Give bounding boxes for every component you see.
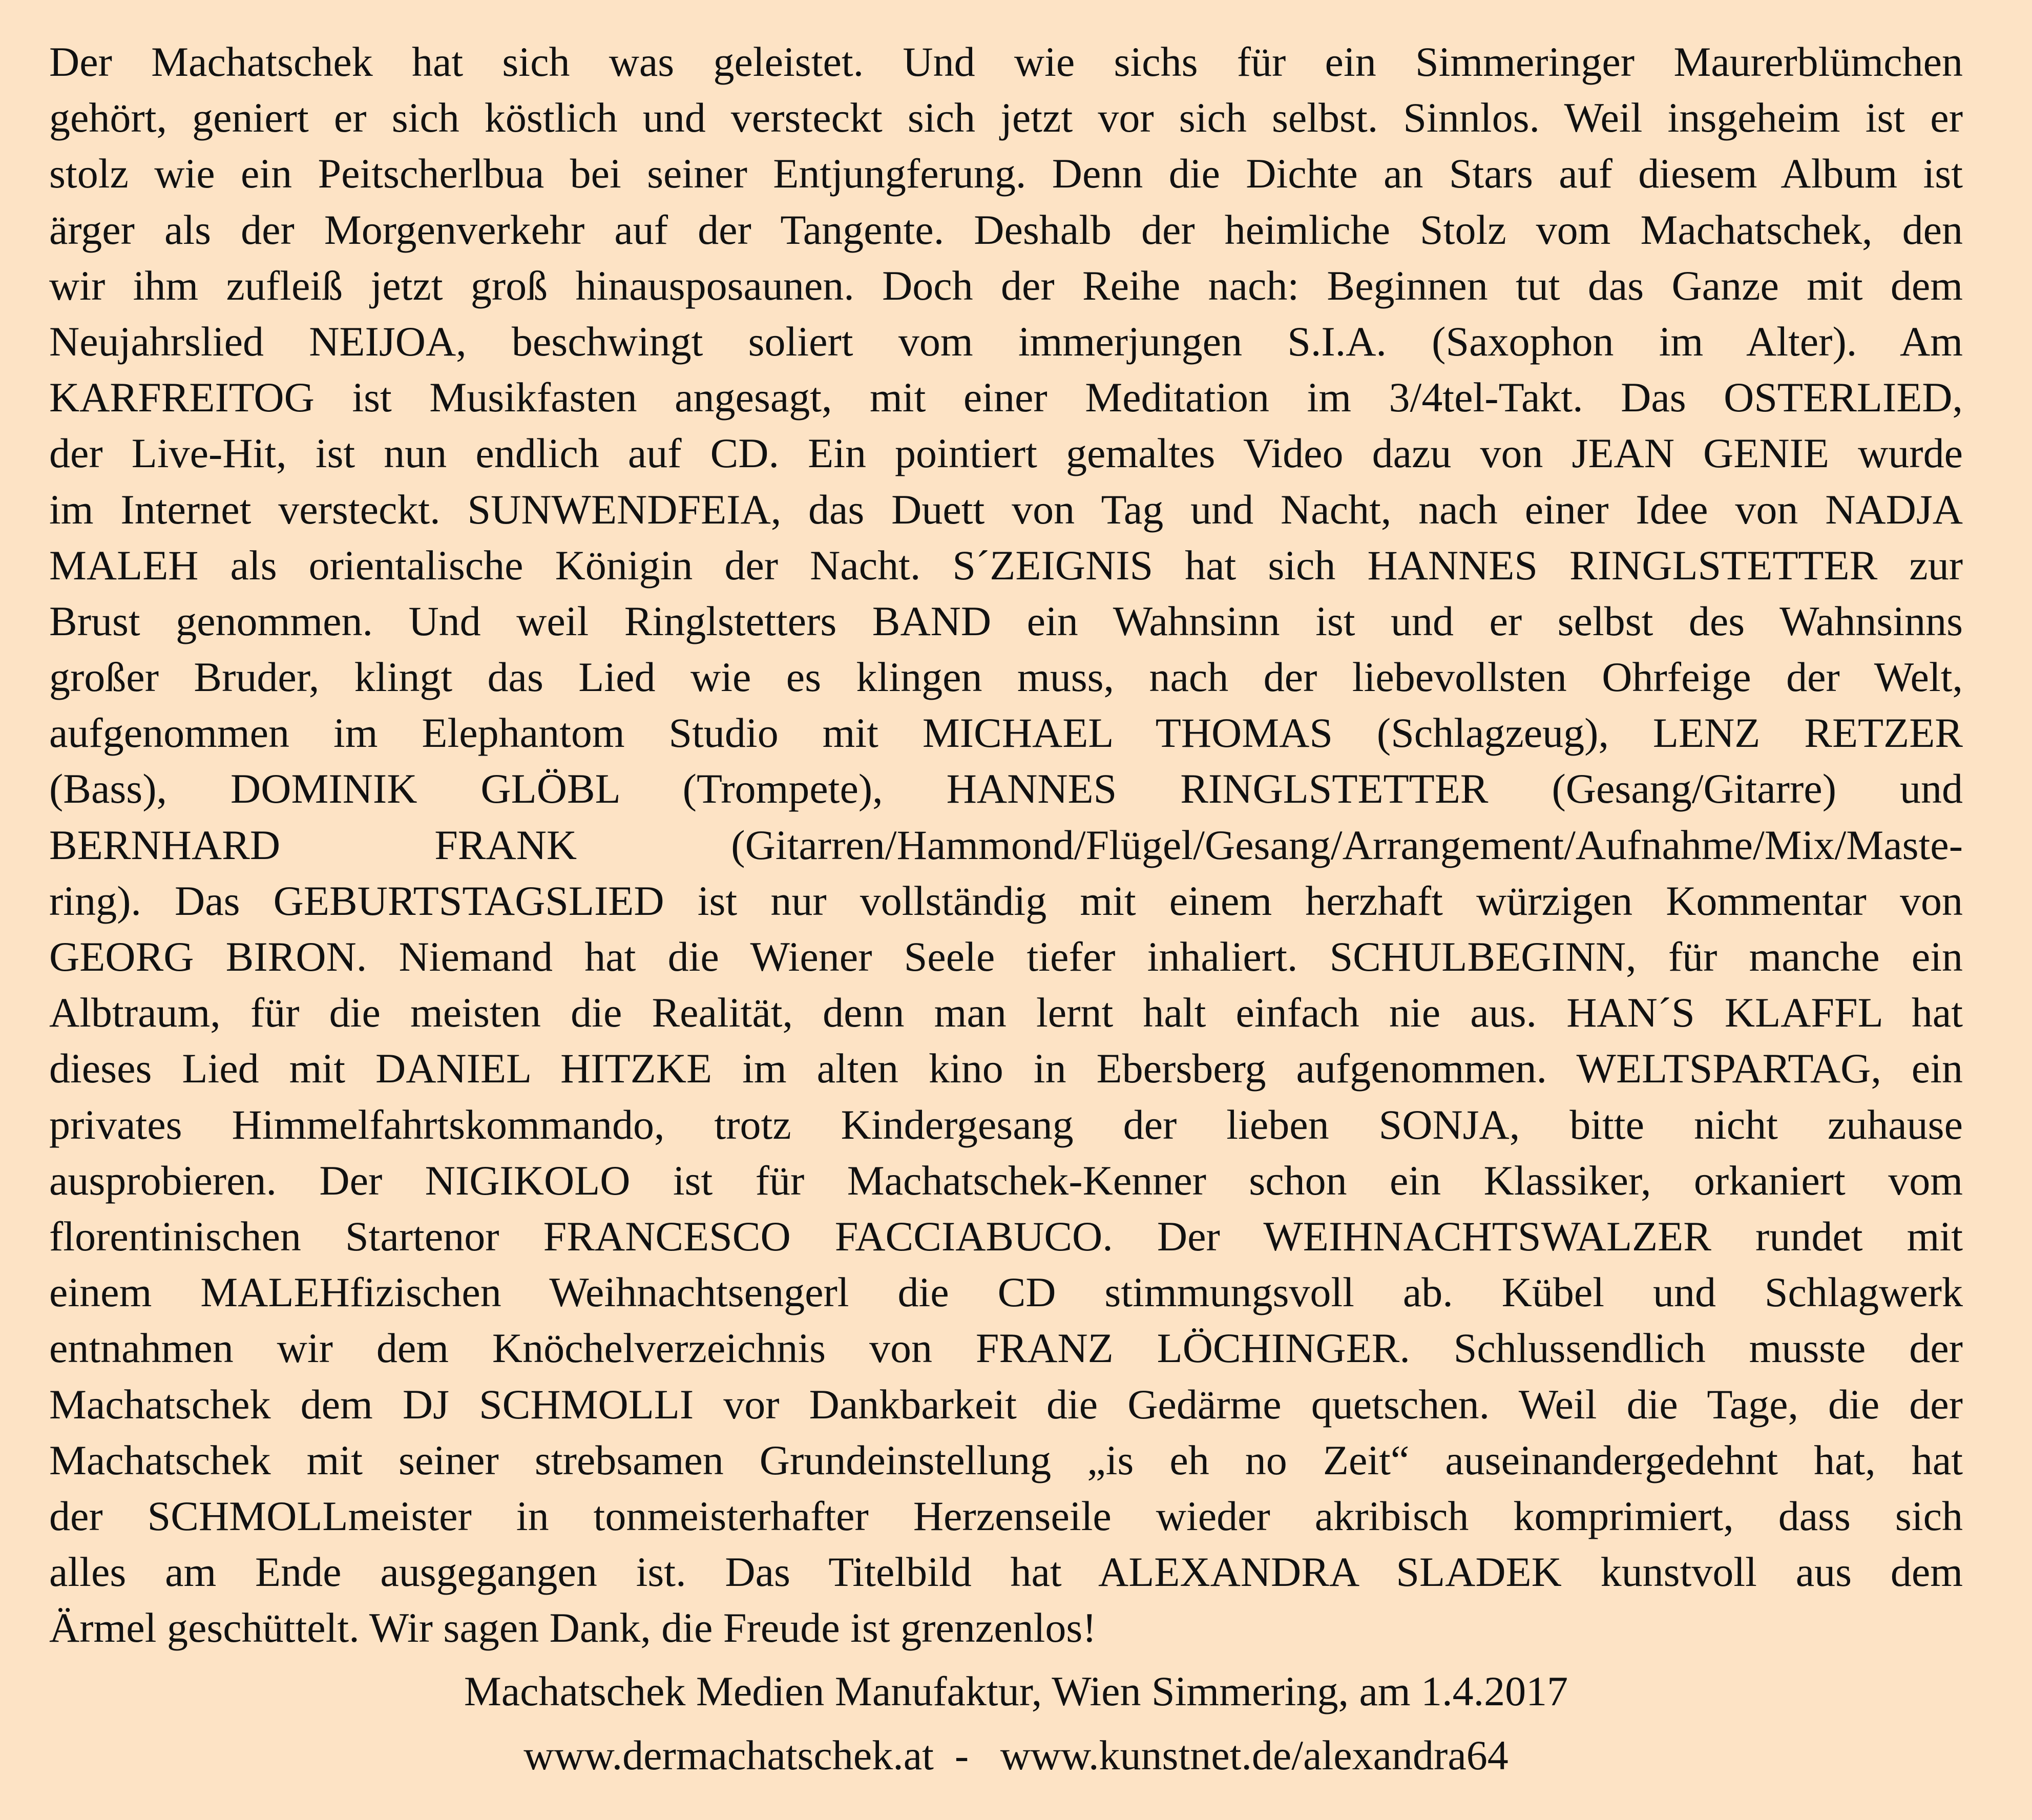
body-line: Der Machatschek hat sich was geleistet. Und wie sichs für ein Simmeringer Maurerblümchen (49, 38, 1963, 85)
body-line: aufgenommen im Elephantom Studio mit MICHAEL THOMAS (Schlagzeug), LENZ RETZER (49, 709, 1963, 757)
body-line: (Bass), DOMINIK GLÖBL (Trompete), HANNES RINGLSTETTER (Gesang/Gitarre) und (49, 765, 1963, 812)
footer-place-date: Machatschek Medien Manufaktur, Wien Simmering, am 1.4.2017 (464, 1668, 1568, 1714)
body-line: stolz wie ein Peitscherlbua bei seiner Entjungferung. Denn die Dichte an Stars auf diesem Album ist (49, 150, 1963, 197)
body-paragraph (49, 34, 1963, 1656)
body-line: Machatschek dem DJ SCHMOLLI vor Dankbarkeit die Gedärme quetschen. Weil die Tage, die der (49, 1380, 1963, 1428)
body-line: alles am Ende ausgegangen ist. Das Titelbild hat ALEXANDRA SLADEK kunstvoll aus dem (49, 1549, 1963, 1596)
body-line-last: Ärmel geschüttelt. Wir sagen Dank, die Freude ist grenzenlos! (49, 1604, 1097, 1651)
body-line: GEORG BIRON. Niemand hat die Wiener Seele tiefer inhaliert. SCHULBEGINN, für manche ein (49, 933, 1963, 980)
body-line: entnahmen wir dem Knöchelverzeichnis von FRANZ LÖCHINGER. Schlussendlich musste der (49, 1325, 1963, 1372)
body-line: Brust genommen. Und weil Ringlstetters BAND ein Wahnsinn ist und er selbst des Wahnsinns (49, 597, 1963, 644)
body-line: dieses Lied mit DANIEL HITZKE im alten kino in Ebersberg aufgenommen. WELTSPARTAG, ein (49, 1045, 1963, 1092)
footer-links: www.dermachatschek.at - www.kunstnet.de/alexandra64 (523, 1732, 1509, 1779)
body-line: KARFREITOG ist Musikfasten angesagt, mit einer Meditation im 3/4tel-Takt. Das OSTERLIED, (49, 374, 1963, 421)
body-line: ausprobieren. Der NIGIKOLO ist für Machatschek-Kenner schon ein Klassiker, orkaniert vom (49, 1157, 1963, 1204)
body-line: MALEH als orientalische Königin der Nacht. S´ZEIGNIS hat sich HANNES RINGLSTETTER zur (49, 541, 1963, 589)
body-line: Machatschek mit seiner strebsamen Grundeinstellung „is eh no Zeit“ auseinandergedehnt hat, hat (49, 1436, 1963, 1483)
body-line: florentinischen Startenor FRANCESCO FACCIABUCO. Der WEIHNACHTSWALZER rundet mit (49, 1212, 1963, 1260)
body-line: der Live-Hit, ist nun endlich auf CD. Ein pointiert gemaltes Video dazu von JEAN GENIE wurde (49, 430, 1963, 477)
body-line: wir ihm zufleiß jetzt groß hinausposaunen. Doch der Reihe nach: Beginnen tut das Ganze mit dem (49, 262, 1963, 309)
body-line: privates Himmelfahrtskommando, trotz Kindergesang der lieben SONJA, bitte nicht zuhause (49, 1101, 1963, 1148)
body-line: der SCHMOLLmeister in tonmeisterhafter Herzenseile wieder akribisch komprimiert, dass sich (49, 1492, 1963, 1539)
body-line: ärger als der Morgenverkehr auf der Tangente. Deshalb der heimliche Stolz vom Machatschek, den (49, 206, 1963, 253)
body-line: im Internet versteckt. SUNWENDFEIA, das Duett von Tag und Nacht, nach einer Idee von NADJA (49, 486, 1963, 533)
body-line: gehört, geniert er sich köstlich und versteckt sich jetzt vor sich selbst. Sinnlos. Weil insgeheim ist er (49, 94, 1963, 141)
body-line: BERNHARD FRANK (Gitarren/Hammond/Flügel/Gesang/Arrangement/Aufnahme/Mix/Maste- (49, 821, 1963, 868)
body-line: großer Bruder, klingt das Lied wie es klingen muss, nach der liebevollsten Ohrfeige der Welt, (49, 654, 1963, 701)
body-line: Albtraum, für die meisten die Realität, denn man lernt halt einfach nie aus. HAN´S KLAFFL hat (49, 989, 1963, 1036)
body-line: Neujahrslied NEIJOA, beschwingt soliert vom immerjungen S.I.A. (Saxophon im Alter). Am (49, 318, 1963, 365)
body-line: einem MALEHfizischen Weihnachtsengerl die CD stimmungsvoll ab. Kübel und Schlagwerk (49, 1269, 1963, 1316)
body-line: ring). Das GEBURTSTAGSLIED ist nur vollständig mit einem herzhaft würzigen Kommentar von (49, 877, 1963, 924)
